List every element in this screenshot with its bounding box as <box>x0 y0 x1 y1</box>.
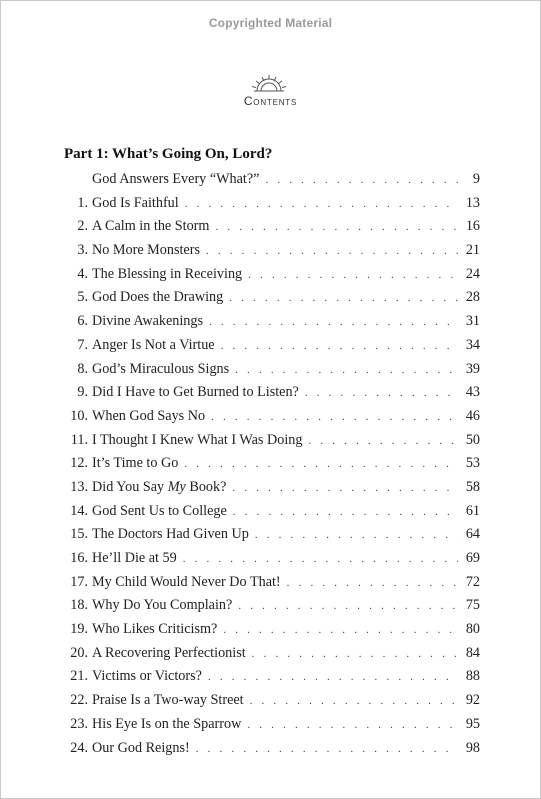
toc-entry <box>60 618 480 642</box>
dot-leader <box>247 714 458 738</box>
toc-entry <box>60 500 480 524</box>
toc-entry-page-number: 50 <box>465 431 480 448</box>
toc-entry-title: Did I Have to Get Burned to Listen? <box>92 384 299 401</box>
dot-leader <box>206 240 458 264</box>
toc-entry-title: God Is Faithful <box>92 194 179 211</box>
part-heading: Part 1: What’s Going On, Lord? <box>64 146 273 162</box>
toc-entry-page-number: 39 <box>465 360 480 377</box>
toc-entry-page-number: 88 <box>465 668 480 685</box>
toc-entry-title: My Child Would Never Do That! <box>92 573 281 590</box>
toc-entry-number: 5. <box>77 289 88 306</box>
toc-entry <box>60 239 480 263</box>
dot-leader <box>184 453 458 477</box>
toc-entry-page-number: 95 <box>465 715 480 732</box>
toc-entry-page-number: 28 <box>465 289 480 306</box>
toc-entry <box>60 571 480 595</box>
toc-entry-title: A Recovering Perfectionist <box>92 644 246 661</box>
toc-entry <box>60 452 480 476</box>
dot-leader <box>248 264 458 288</box>
toc-entry-title: God Does the Drawing <box>92 289 224 306</box>
toc-entry-page-number: 43 <box>465 384 480 401</box>
toc-entry-title: Our God Reigns! <box>92 739 190 756</box>
toc-entry <box>60 192 480 216</box>
dot-leader <box>221 335 458 359</box>
dot-leader <box>196 738 458 762</box>
dot-leader <box>287 572 458 596</box>
copyright-watermark: Copyrighted Material <box>208 16 333 30</box>
toc-entry-number: 15. <box>70 526 88 543</box>
sunburst-ornament-icon <box>250 74 288 92</box>
toc-entry-page-number: 75 <box>465 597 480 614</box>
toc-entry <box>60 429 480 453</box>
toc-entry-page-number: 69 <box>465 550 480 566</box>
dot-leader <box>209 311 458 335</box>
toc-entry-page-number: 46 <box>465 407 480 424</box>
toc-entry-page-number: 61 <box>465 502 480 519</box>
toc-entry-title: Victims or Victors? <box>92 668 202 685</box>
dot-leader <box>185 193 458 217</box>
toc-entry <box>60 358 480 382</box>
toc-entry <box>60 405 480 429</box>
toc-entry-title: He’ll Die at 59 <box>92 550 177 566</box>
dot-leader <box>235 359 458 383</box>
dot-leader <box>308 430 458 454</box>
toc-entry-page-number: 58 <box>465 478 480 495</box>
toc-entry-title: His Eye Is on the Sparrow <box>92 715 242 732</box>
toc-entry-title-emphasis: My <box>167 478 186 495</box>
toc-entry-title: The Blessing in Receiving <box>92 265 243 282</box>
toc-entry <box>60 476 480 500</box>
toc-entry-page-number: 98 <box>465 739 480 756</box>
toc-entry-page-number: 72 <box>465 573 480 590</box>
toc-entry <box>60 381 480 405</box>
toc-entry-title: When God Says No <box>92 407 206 424</box>
toc-entry-title: Anger Is Not a Virtue <box>92 336 215 353</box>
toc-entry-title <box>88 476 226 500</box>
dot-leader <box>305 382 458 406</box>
dot-leader <box>250 690 458 714</box>
toc-entry-number: 24. <box>70 739 88 756</box>
toc-entry-page-number: 80 <box>465 621 480 638</box>
toc-entry-page-number: 84 <box>465 644 480 661</box>
toc-entry-number: 21. <box>70 668 88 685</box>
toc-entry <box>60 642 480 666</box>
toc-entry-number: 1. <box>77 194 88 211</box>
toc-entry-title: God Sent Us to College <box>92 502 227 519</box>
toc-entry <box>60 286 480 310</box>
toc-entry-title: Why Do You Complain? <box>92 597 233 614</box>
toc-entry-number: 17. <box>70 573 88 590</box>
dot-leader <box>265 169 458 193</box>
toc-entry-title: No More Monsters <box>92 242 200 259</box>
contents-title: Contents <box>243 94 298 108</box>
toc-entry <box>60 665 480 689</box>
dot-leader <box>233 501 458 525</box>
toc-entry-title: It’s Time to Go <box>92 455 179 472</box>
toc-entry <box>60 168 480 192</box>
dot-leader <box>238 595 458 619</box>
toc-entry-page-number: 16 <box>465 218 480 235</box>
toc-entry <box>60 547 480 571</box>
toc-entry-title: Who Likes Criticism? <box>92 621 218 638</box>
dot-leader <box>183 548 458 572</box>
toc-list <box>60 168 480 760</box>
toc-entry-number: 3. <box>77 242 88 259</box>
toc-entry-number: 8. <box>77 360 88 377</box>
toc-entry-number: 4. <box>77 265 88 282</box>
toc-entry-title: Praise Is a Two-way Street <box>92 692 244 709</box>
toc-entry-title: A Calm in the Storm <box>92 218 210 235</box>
toc-entry-number: 14. <box>70 502 88 519</box>
toc-entry-page-number: 34 <box>465 336 480 353</box>
toc-entry-page-number: 21 <box>465 242 480 259</box>
dot-leader <box>208 666 458 690</box>
dot-leader <box>252 643 458 667</box>
toc-entry-number: 16. <box>70 550 88 566</box>
dot-leader <box>211 406 458 430</box>
toc-entry-title: I Thought I Knew What I Was Doing <box>92 431 303 448</box>
toc-entry-number: 22. <box>70 692 88 709</box>
dot-leader <box>223 619 458 643</box>
toc-entry-number: 19. <box>70 621 88 638</box>
toc-entry-page-number: 53 <box>465 455 480 472</box>
toc-entry <box>60 334 480 358</box>
toc-entry <box>60 689 480 713</box>
dot-leader <box>215 216 458 240</box>
toc-entry <box>60 263 480 287</box>
toc-entry-title: Divine Awakenings <box>92 313 203 330</box>
toc-entry-number: 20. <box>70 644 88 661</box>
toc-entry-title: The Doctors Had Given Up <box>92 526 249 543</box>
dot-leader <box>232 477 458 501</box>
toc-entry-number: 23. <box>70 715 88 732</box>
toc-entry-number: 11. <box>70 431 88 448</box>
toc-entry-number: 6. <box>77 313 88 330</box>
toc-entry <box>60 310 480 334</box>
toc-entry-title-part: Did You Say <box>92 478 168 495</box>
toc-entry-page-number: 24 <box>465 265 480 282</box>
toc-entry-page-number: 64 <box>465 526 480 543</box>
toc-entry-title: God Answers Every “What?” <box>92 171 260 187</box>
dot-leader <box>255 524 458 548</box>
toc-entry-title: God’s Miraculous Signs <box>92 360 230 377</box>
toc-entry-number: 13. <box>70 478 88 495</box>
toc-entry-page-number: 13 <box>465 194 480 211</box>
toc-entry-page-number: 31 <box>465 313 480 330</box>
toc-entry <box>60 523 480 547</box>
toc-entry-number: 7. <box>77 336 88 353</box>
toc-entry-page-number: 92 <box>465 692 480 709</box>
toc-entry <box>60 594 480 618</box>
toc-entry <box>60 215 480 239</box>
toc-entry-number: 9. <box>77 384 88 401</box>
toc-entry <box>60 713 480 737</box>
toc-entry-number: 18. <box>70 597 88 614</box>
toc-entry-number: 10. <box>70 407 88 424</box>
toc-entry-page-number: 9 <box>472 171 480 187</box>
toc-entry <box>60 737 480 761</box>
toc-entry-title-part: Book? <box>185 478 227 495</box>
toc-entry-number: 2. <box>77 218 88 235</box>
toc-entry-number: 12. <box>70 455 88 472</box>
dot-leader <box>229 287 458 311</box>
